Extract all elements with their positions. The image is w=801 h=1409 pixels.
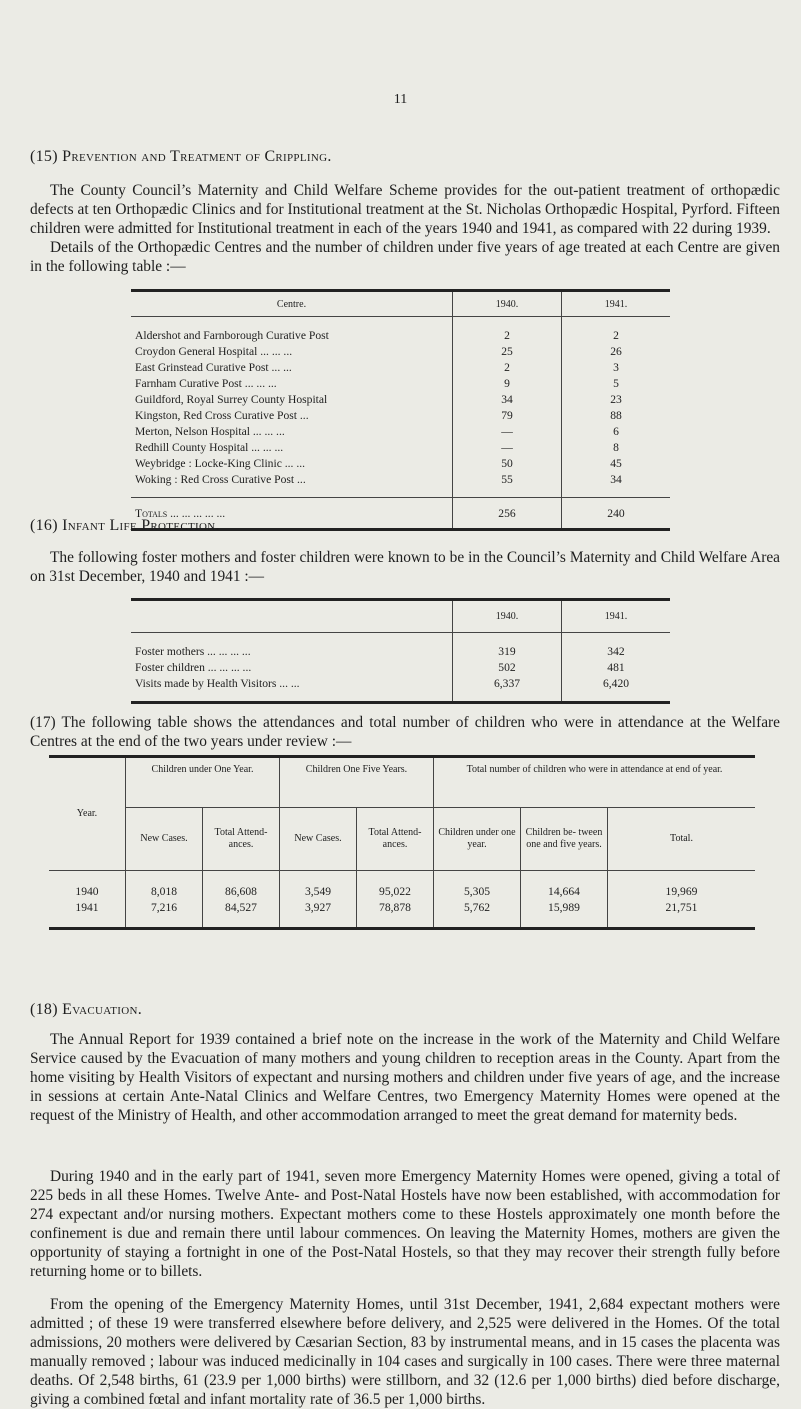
foster-table: [131, 598, 670, 704]
header-children-one-to-five: Children be- tween one and five years.: [521, 808, 608, 871]
table-row: [131, 359, 670, 375]
total-1940: 256: [453, 498, 562, 530]
value-1941: 5: [562, 375, 671, 391]
section-15-title: Prevention and Treatment of Crippling.: [62, 148, 332, 165]
table-header-1940: 1940.: [453, 291, 562, 317]
cell: 21,751: [608, 899, 756, 929]
section-18-title: Evacuation.: [62, 1001, 142, 1018]
section-16-title: Infant Life Protection.: [62, 517, 220, 534]
cell: 78,878: [357, 899, 434, 929]
section-16-heading: [30, 517, 220, 535]
cell: 7,216: [126, 899, 203, 929]
value-1941: 26: [562, 343, 671, 359]
section-18-heading: [30, 1001, 142, 1019]
value-1941: 481: [562, 659, 671, 675]
value-1940: 50: [453, 455, 562, 471]
cell: 8,018: [126, 871, 203, 900]
year: 1941: [75, 900, 99, 914]
page-number: 11: [393, 92, 408, 107]
totals-label: Totals ... ... ... ... ...: [131, 498, 453, 530]
centre-name: Woking : Red Cross Curative Post ...: [135, 472, 306, 486]
cell: 95,022: [357, 871, 434, 900]
cell: 14,664: [521, 871, 608, 900]
table-header-1940: 1940.: [453, 600, 562, 633]
table-row: [131, 675, 670, 703]
cell: 84,527: [203, 899, 280, 929]
header-total: Total.: [608, 808, 756, 871]
centre-name: Kingston, Red Cross Curative Post ...: [135, 408, 309, 422]
table-row: [131, 407, 670, 423]
table-row: [131, 633, 670, 660]
value-1941: 45: [562, 455, 671, 471]
table-row: [131, 659, 670, 675]
value-1940: 2: [453, 359, 562, 375]
header-new-cases: New Cases.: [280, 808, 357, 871]
section-15-paragraph-1: The County Council’s Maternity and Child Welfare Scheme provides for the out-patient treatment of orthopædic defects at ten Orthopædic Clinics and for Institutional treatment at the St. Nicholas Orthopædic Hospital, Pyrford. Fifteen children were admitted for Institutional treatment in each of the years 1940 and 1941, as compared with 22 during 1939.: [30, 182, 780, 237]
centre-name: Weybridge : Locke-King Clinic ... ...: [135, 456, 306, 470]
table-header-1941: 1941.: [562, 291, 671, 317]
value-1941: 2: [562, 317, 671, 344]
cell: 19,969: [608, 871, 756, 900]
table-row: [131, 343, 670, 359]
cell: 3,549: [280, 871, 357, 900]
value-1940: 34: [453, 391, 562, 407]
value-1941: 3: [562, 359, 671, 375]
table-row: [49, 899, 755, 929]
section-16-number: (16): [30, 517, 58, 534]
value-1940: —: [453, 439, 562, 455]
row-label: Visits made by Health Visitors ... ...: [135, 676, 300, 690]
welfare-centres-table: [49, 755, 755, 930]
section-18-number: (18): [30, 1001, 58, 1018]
header-children-under-one-year: Children under one year.: [434, 808, 521, 871]
value-1940: 79: [453, 407, 562, 423]
centre-name: Guildford, Royal Surrey County Hospital: [135, 392, 328, 406]
cell: 5,762: [434, 899, 521, 929]
value-1940: 319: [453, 633, 562, 660]
value-1941: 34: [562, 471, 671, 498]
centre-name: Farnham Curative Post ... ... ...: [135, 376, 277, 390]
header-total-attendances: Total Attend- ances.: [357, 808, 434, 871]
cell: 15,989: [521, 899, 608, 929]
total-1941: 240: [562, 498, 671, 530]
centre-name: Merton, Nelson Hospital ... ... ...: [135, 424, 285, 438]
header-new-cases: New Cases.: [126, 808, 203, 871]
row-label: Foster mothers ... ... ... ...: [135, 644, 251, 658]
table-row: [131, 455, 670, 471]
header-total-attendances: Total Attend- ances.: [203, 808, 280, 871]
header-children-under-one: Children under One Year.: [126, 757, 280, 808]
table-row: [131, 471, 670, 498]
value-1941: 88: [562, 407, 671, 423]
cell: 5,305: [434, 871, 521, 900]
table-row: [131, 375, 670, 391]
orthopaedic-centres-table: [131, 289, 670, 531]
year: 1940: [75, 884, 99, 898]
table-header-1941: 1941.: [562, 600, 671, 633]
section-16-paragraph-1: The following foster mothers and foster children were known to be in the Council’s Maternity and Child Welfare Area on 31st December, 1940 and 1941 :—: [30, 549, 780, 585]
value-1940: 9: [453, 375, 562, 391]
section-18-paragraph-2: During 1940 and in the early part of 1941, seven more Emergency Maternity Homes were opened, giving a total of 225 beds in all these Homes. Twelve Ante- and Post-Natal Hostels have now been established, with accommodation for 274 expectant and/or nursing mothers. Expectant mothers come to these Hostels approximately one month before the confinement is due and remain there until labour commences. On leaving the Maternity Homes, mothers are given the opportunity of staying a fortnight in one of the Post-Natal Hostels, so that they may recover their strength fully before returning home or to billets.: [30, 1168, 780, 1280]
header-total-attendance: Total number of children who were in attendance at end of year.: [434, 757, 756, 808]
value-1941: 8: [562, 439, 671, 455]
centre-name: Aldershot and Farnborough Curative Post: [135, 328, 329, 342]
value-1940: —: [453, 423, 562, 439]
header-year: Year.: [49, 757, 126, 871]
row-label: Foster children ... ... ... ...: [135, 660, 252, 674]
value-1940: 2: [453, 317, 562, 344]
section-15-paragraph-2: Details of the Orthopædic Centres and the number of children under five years of age treated at each Centre are given in the following table :—: [30, 239, 780, 275]
section-18-paragraph-1: The Annual Report for 1939 contained a brief note on the increase in the work of the Maternity and Child Welfare Service caused by the Evacuation of many mothers and young children to reception areas in the County. Apart from the home visiting by Health Visitors of expectant and nursing mothers and children under five years of age, and the increase in sessions at certain Ante-Natal Clinics and Welfare Centres, two Emergency Maternity Homes were opened at the request of the Ministry of Health, and other accommodation arranged to meet the great demand for maternity beds.: [30, 1031, 780, 1124]
table-header-centre: Centre.: [131, 291, 453, 317]
section-15-heading: [30, 148, 332, 166]
table-row: [49, 871, 755, 900]
centre-name: Redhill County Hospital ... ... ...: [135, 440, 284, 454]
value-1941: 6: [562, 423, 671, 439]
value-1941: 342: [562, 633, 671, 660]
table-row: [131, 439, 670, 455]
value-1940: 55: [453, 471, 562, 498]
section-15-number: (15): [30, 148, 58, 165]
section-17-paragraph-1: [30, 713, 780, 751]
cell: 3,927: [280, 899, 357, 929]
table-row: [131, 391, 670, 407]
section-18-paragraph-3: From the opening of the Emergency Maternity Homes, until 31st December, 1941, 2,684 expectant mothers were admitted ; of these 19 were transferred elsewhere before delivery, and 2,525 were delivered in the Homes. Of the total admissions, 20 mothers were delivered by Cæsarian Section, 83 by instrumental means, and in 15 cases the placenta was manually removed ; labour was induced medicinally in 104 cases and surgically in 100 cases. There were three maternal deaths. Of 2,548 births, 61 (23.9 per 1,000 births) were stillborn, and 32 (12.6 per 1,000 births) died before discharge, giving a combined fœtal and infant mortality rate of 36.5 per 1,000 births.: [30, 1296, 780, 1408]
value-1940: 502: [453, 659, 562, 675]
value-1940: 6,337: [453, 675, 562, 703]
section-17-number: (17): [30, 714, 56, 731]
value-1941: 23: [562, 391, 671, 407]
centre-name: East Grinstead Curative Post ... ...: [135, 360, 292, 374]
value-1940: 25: [453, 343, 562, 359]
table-row: [131, 423, 670, 439]
header-children-one-five: Children One Five Years.: [280, 757, 434, 808]
table-row: [131, 317, 670, 344]
value-1941: 6,420: [562, 675, 671, 703]
cell: 86,608: [203, 871, 280, 900]
centre-name: Croydon General Hospital ... ... ...: [135, 344, 293, 358]
section-17-text: The following table shows the attendances and total number of children who were in attendance at the Welfare Centres at the end of the two years under review :—: [30, 714, 780, 750]
table-header-blank: [131, 600, 453, 633]
